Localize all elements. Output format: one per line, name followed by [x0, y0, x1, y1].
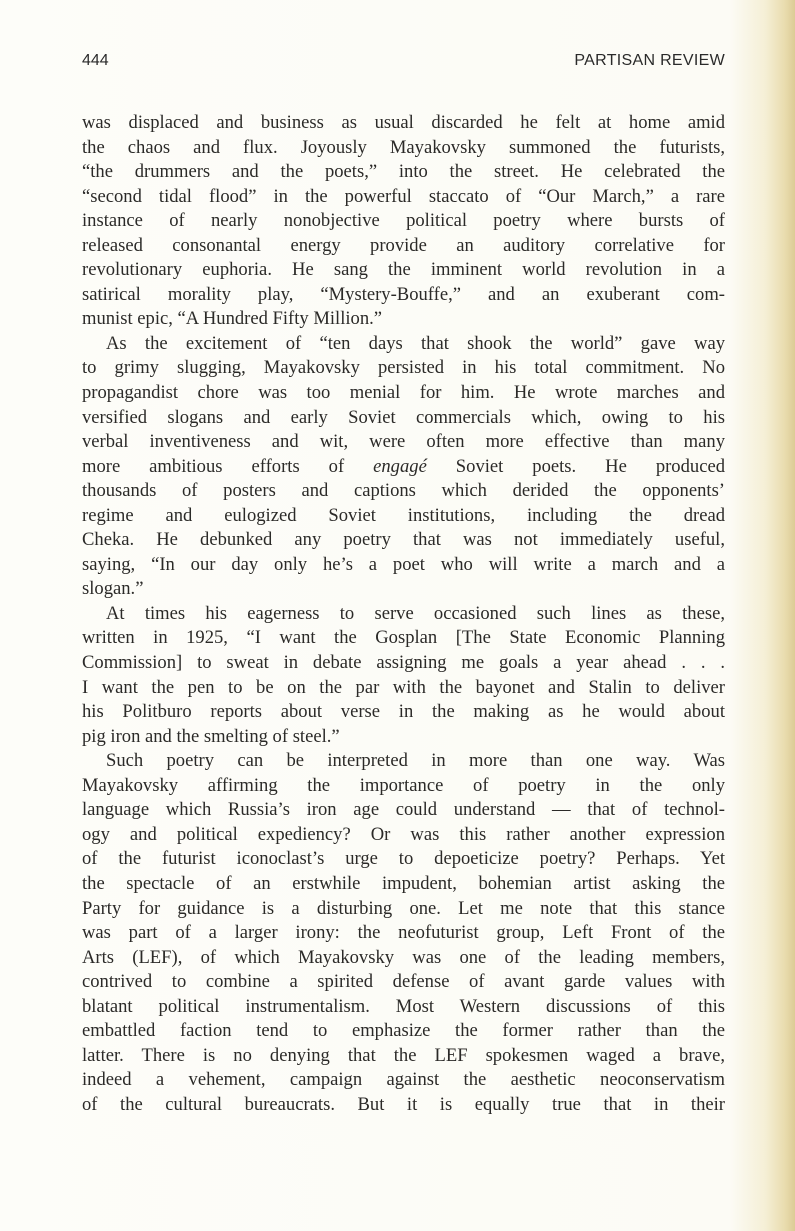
text-line: At times his eagerness to serve occasioned such lines as these,	[106, 602, 725, 624]
text-line: slogan.”	[82, 578, 144, 600]
running-title: PARTISAN REVIEW	[574, 52, 725, 69]
text-line: indeed a vehement, campaign against the aesthetic neoconservatism	[82, 1069, 725, 1091]
text-line: instance of nearly nonobjective political poetry where bursts of	[82, 210, 725, 232]
text-line: pig iron and the smelting of steel.”	[82, 725, 340, 747]
text-line: was displaced and business as usual discarded he felt at home amid	[82, 112, 725, 133]
text-line: revolutionary euphoria. He sang the imminent world revolution in a	[82, 259, 725, 281]
italic-word: engagé	[373, 455, 427, 477]
text-line: Party for guidance is a disturbing one. Let me note that this stance	[82, 897, 725, 919]
text-line: Arts (LEF), of which Mayakovsky was one of the leading members,	[82, 946, 725, 968]
text-line: verbal inventiveness and wit, were often more effective than many	[82, 431, 725, 453]
text-line: satirical morality play, “Mystery-Bouffe,” and an exuberant com-	[82, 283, 725, 305]
text-line: “the drummers and the poets,” into the street. He celebrated the	[82, 161, 725, 183]
text-line: of the cultural bureaucrats. But it is equally true that in their	[82, 1093, 725, 1115]
text-line: “second tidal flood” in the powerful staccato of “Our March,” a rare	[82, 185, 725, 207]
text-line: Mayakovsky affirming the importance of poetry in the only	[82, 774, 725, 796]
text-line: regime and eulogized Soviet institutions, including the dread	[82, 504, 725, 526]
text-line: thousands of posters and captions which derided the opponents’	[82, 480, 725, 502]
text-line: Such poetry can be interpreted in more than one way. Was	[106, 750, 725, 772]
text-line: to grimy slugging, Mayakovsky persisted in his total commitment. No	[82, 357, 725, 379]
text-line: his Politburo reports about verse in the making as he would about	[82, 701, 725, 723]
page-number: 444	[82, 52, 109, 69]
text-line: munist epic, “A Hundred Fifty Million.”	[82, 308, 383, 330]
paragraph	[82, 111, 725, 332]
text-line: blatant political instrumentalism. Most Western discussions of this	[82, 995, 725, 1017]
text-line: the chaos and flux. Joyously Mayakovsky summoned the futurists,	[82, 136, 725, 158]
text-line: propagandist chore was too menial for him. He wrote marches and	[82, 382, 725, 404]
text-span: Soviet poets. He produced	[426, 455, 725, 477]
text-line	[82, 455, 725, 480]
text-line: As the excitement of “ten days that shook the world” gave way	[106, 332, 725, 354]
text-line: saying, “In our day only he’s a poet who will write a march and a	[82, 553, 725, 575]
text-line: latter. There is no denying that the LEF spokesmen waged a brave,	[82, 1044, 725, 1066]
text-line: language which Russia’s iron age could understand — that of technol-	[82, 799, 725, 821]
text-line: Cheka. He debunked any poetry that was not immediately useful,	[82, 529, 725, 551]
text-line: of the futurist iconoclast’s urge to depoeticize poetry? Perhaps. Yet	[82, 848, 725, 870]
text-span: more ambitious efforts of	[82, 455, 374, 477]
text-line: released consonantal energy provide an auditory correlative for	[82, 234, 725, 256]
text-line: was part of a larger irony: the neofuturist group, Left Front of the	[82, 922, 725, 944]
text-line: the spectacle of an erstwhile impudent, bohemian artist asking the	[82, 872, 725, 894]
text-line: ogy and political expediency? Or was this rather another expression	[82, 823, 725, 845]
text-line: contrived to combine a spirited defense of avant garde values with	[82, 971, 725, 993]
text-line: embattled faction tend to emphasize the former rather than the	[82, 1020, 725, 1042]
paragraph	[82, 602, 725, 749]
text-line: I want the pen to be on the par with the bayonet and Stalin to deliver	[82, 676, 725, 698]
paragraph	[82, 332, 725, 602]
text-line: versified slogans and early Soviet commercials which, owing to his	[82, 406, 725, 428]
text-line: Commission] to sweat in debate assigning me goals a year ahead . . .	[82, 652, 725, 674]
text-line: written in 1925, “I want the Gosplan [The State Economic Planning	[82, 627, 725, 649]
paragraph	[82, 749, 725, 1117]
body-text	[82, 111, 725, 1117]
running-header	[82, 52, 725, 76]
